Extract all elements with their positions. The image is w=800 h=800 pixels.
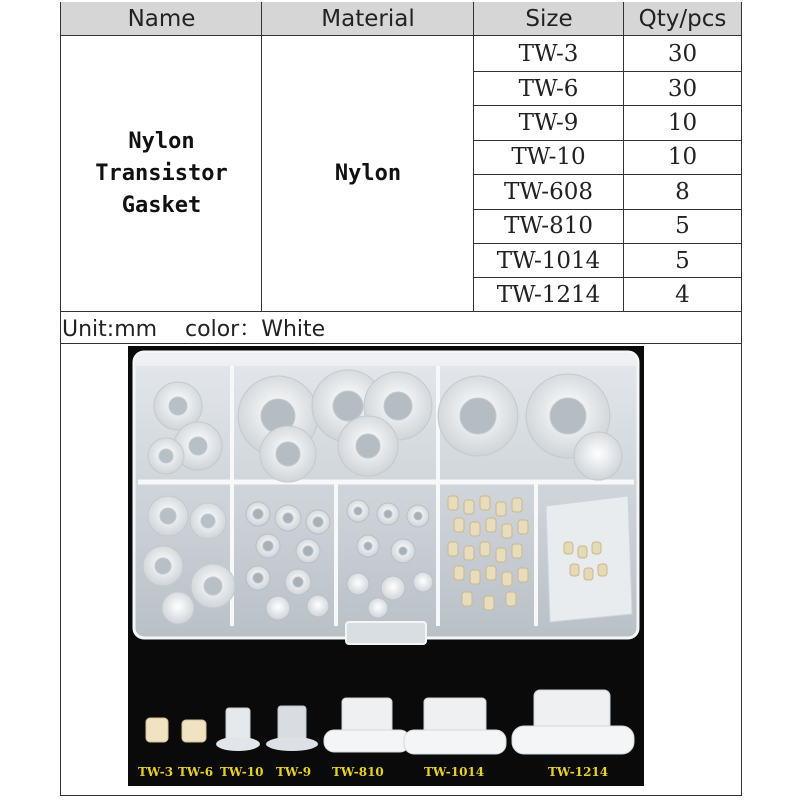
qty-cell: 10 xyxy=(667,144,698,170)
size-cell: TW-6 xyxy=(518,76,579,102)
product-name-line: Nylon xyxy=(128,129,195,154)
caption-tw-9: TW-9 xyxy=(276,765,312,779)
caption-tw-3: TW-3 xyxy=(138,765,174,779)
caption-tw-1214: TW-1214 xyxy=(548,765,609,779)
caption-tw-1014: TW-1014 xyxy=(424,765,485,779)
size-cell: TW-810 xyxy=(504,213,593,239)
product-name-line: Transistor xyxy=(95,161,228,186)
size-cell: TW-9 xyxy=(518,110,579,136)
header-qty: Qty/pcs xyxy=(624,2,741,36)
size-cell: TW-1214 xyxy=(496,282,601,308)
qty-cell: 5 xyxy=(675,213,690,239)
caption-tw-6: TW-6 xyxy=(178,765,214,779)
header-size: Size xyxy=(474,2,624,36)
size-cell: TW-3 xyxy=(518,41,579,67)
caption-tw-810: TW-810 xyxy=(332,765,384,779)
qty-cell: 30 xyxy=(667,76,698,102)
product-name-cell xyxy=(62,37,261,311)
size-cell: TW-10 xyxy=(511,144,586,170)
header-material: Material xyxy=(262,2,474,36)
photo-captions xyxy=(128,346,644,786)
product-photo xyxy=(128,346,644,786)
size-cell: TW-608 xyxy=(504,179,593,205)
qty-cell: 5 xyxy=(675,248,690,274)
row-divider xyxy=(61,343,741,344)
size-cell: TW-1014 xyxy=(496,248,601,274)
qty-cell: 10 xyxy=(667,110,698,136)
header-name: Name xyxy=(61,2,262,36)
caption-tw-10: TW-10 xyxy=(220,765,264,779)
unit-color-note: Unit:mm color：White xyxy=(62,317,326,342)
material-cell: Nylon xyxy=(334,161,402,186)
column-divider xyxy=(261,2,262,312)
product-name-line: Gasket xyxy=(121,193,202,218)
qty-cell: 8 xyxy=(675,179,690,205)
qty-cell: 4 xyxy=(675,282,690,308)
qty-cell: 30 xyxy=(667,41,698,67)
